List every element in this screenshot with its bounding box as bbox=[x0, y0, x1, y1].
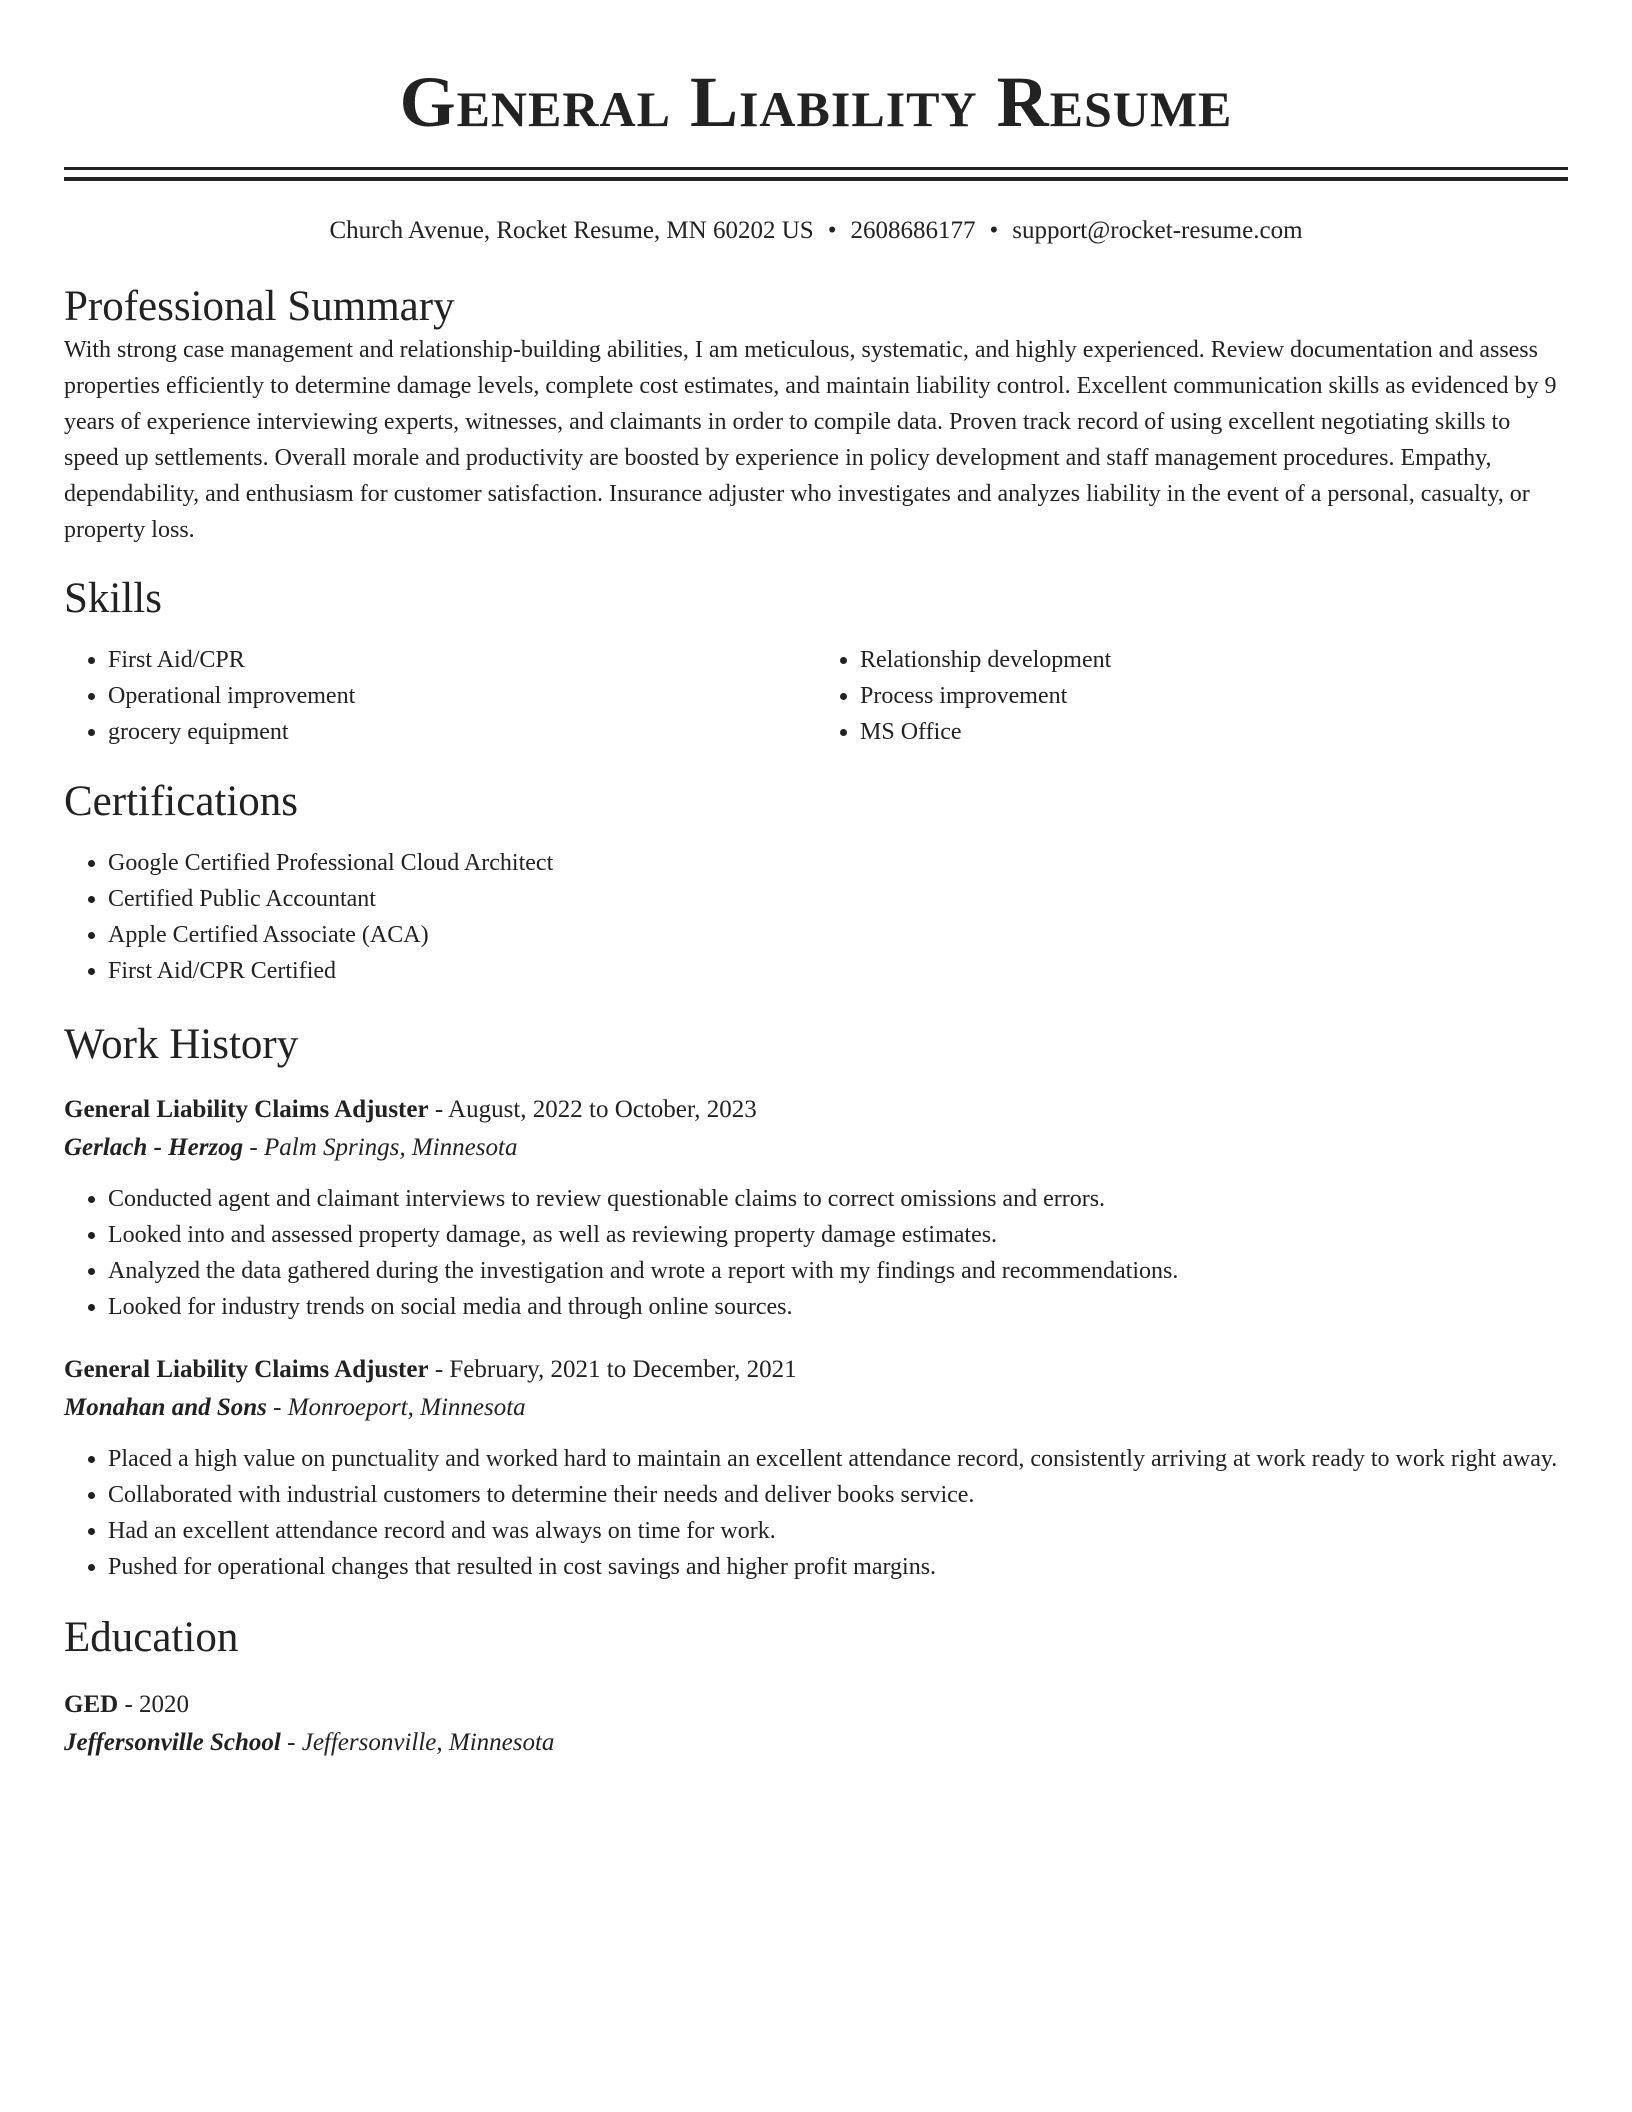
job-header: General Liability Claims Adjuster - August, 2022 to October, 2023 bbox=[64, 1096, 757, 1123]
title-rule-bottom bbox=[64, 177, 1568, 181]
skill-item: • grocery equipment bbox=[108, 714, 816, 750]
skills-column-right bbox=[816, 642, 1568, 750]
job-bullet: • Pushed for operational changes that resulted in cost savings and higher profit margins. bbox=[108, 1549, 1568, 1585]
job-bullets bbox=[64, 1441, 1568, 1585]
resume-page bbox=[64, 0, 1568, 1762]
contact-separator: • bbox=[989, 217, 999, 244]
job-dates: August, 2022 to October, 2023 bbox=[448, 1096, 757, 1123]
job-dates: February, 2021 to December, 2021 bbox=[449, 1356, 797, 1383]
job-bullet: • Placed a high value on punctuality and worked hard to maintain an excellent attendance record, consistently arriving at work ready to work right away. bbox=[108, 1441, 1568, 1477]
education-location: Jeffersonville, Minnesota bbox=[301, 1729, 555, 1756]
job-bullet: • Collaborated with industrial customers to determine their needs and deliver books service. bbox=[108, 1477, 1568, 1513]
education-school-line: Jeffersonville School - Jeffersonville, Minnesota bbox=[64, 1729, 555, 1756]
skill-item: • Operational improvement bbox=[108, 678, 816, 714]
skill-item: • First Aid/CPR bbox=[108, 642, 816, 678]
certification-item: • Google Certified Professional Cloud Architect bbox=[108, 845, 1568, 881]
skill-item: • Process improvement bbox=[860, 678, 1568, 714]
job-title: General Liability Claims Adjuster bbox=[64, 1356, 429, 1383]
contact-address: Church Avenue, Rocket Resume, MN 60202 US bbox=[329, 217, 814, 244]
job-employer: Monahan and Sons - Monroeport, Minnesota bbox=[64, 1394, 526, 1421]
job-header: General Liability Claims Adjuster - February, 2021 to December, 2021 bbox=[64, 1356, 797, 1383]
summary-text: With strong case management and relationship-building abilities, I am meticulous, systematic, and highly experienced. Review documentation and assess properties efficiently to determine damage levels, complete cost estimates, and maintain liability control. Excellent communication skills as evidenced by 9 years of experience interviewing experts, witnesses, and claimants in order to compile data. Proven track record of using excellent negotiating skills to speed up settlements. Overall morale and productivity are boosted by experience in policy development and staff management procedures. Empathy, dependability, and enthusiasm for customer satisfaction. Insurance adjuster who investigates and analyzes liability in the event of a personal, casualty, or property loss. bbox=[64, 337, 1557, 543]
job-location: Monroeport, Minnesota bbox=[287, 1394, 526, 1421]
job-company: Gerlach - Herzog bbox=[64, 1134, 244, 1161]
skills-list bbox=[64, 642, 1568, 750]
job-bullet: • Looked into and assessed property damage, as well as reviewing property damage estimates. bbox=[108, 1217, 1568, 1253]
job-employer: Gerlach - Herzog - Palm Springs, Minnesota bbox=[64, 1134, 518, 1161]
skills-heading: Skills bbox=[64, 575, 162, 622]
certification-item: • First Aid/CPR Certified bbox=[108, 953, 1568, 989]
job-bullet: • Had an excellent attendance record and was always on time for work. bbox=[108, 1513, 1568, 1549]
job-bullets bbox=[64, 1181, 1568, 1325]
education-header: GED - 2020 bbox=[64, 1691, 190, 1718]
contact-phone: 2608686177 bbox=[850, 217, 976, 244]
certifications-heading: Certifications bbox=[64, 778, 299, 825]
certification-item: • Apple Certified Associate (ACA) bbox=[108, 917, 1568, 953]
certification-item: • Certified Public Accountant bbox=[108, 881, 1568, 917]
summary-heading: Professional Summary bbox=[64, 283, 455, 330]
job-title: General Liability Claims Adjuster bbox=[64, 1096, 429, 1123]
skills-column-left bbox=[64, 642, 816, 750]
title-rule-top bbox=[64, 167, 1568, 170]
certifications-list bbox=[64, 845, 1568, 989]
skill-item: • MS Office bbox=[860, 714, 1568, 750]
job-location: Palm Springs, Minnesota bbox=[263, 1134, 518, 1161]
education-year: 2020 bbox=[139, 1691, 190, 1718]
job-company: Monahan and Sons bbox=[64, 1394, 267, 1421]
contact-line bbox=[64, 215, 1568, 247]
education-heading: Education bbox=[64, 1614, 239, 1661]
job-bullet: • Analyzed the data gathered during the investigation and wrote a report with my findings and recommendations. bbox=[108, 1253, 1568, 1289]
contact-separator: • bbox=[827, 217, 837, 244]
education-school: Jeffersonville School bbox=[64, 1729, 281, 1756]
work-history-heading: Work History bbox=[64, 1021, 299, 1068]
job-bullet: • Looked for industry trends on social media and through online sources. bbox=[108, 1289, 1568, 1325]
resume-title: General Liability Resume bbox=[399, 62, 1233, 142]
education-degree: GED bbox=[64, 1691, 119, 1718]
contact-email: support@rocket-resume.com bbox=[1012, 217, 1303, 244]
job-bullet: • Conducted agent and claimant interviews to review questionable claims to correct omissions and errors. bbox=[108, 1181, 1568, 1217]
skill-item: • Relationship development bbox=[860, 642, 1568, 678]
